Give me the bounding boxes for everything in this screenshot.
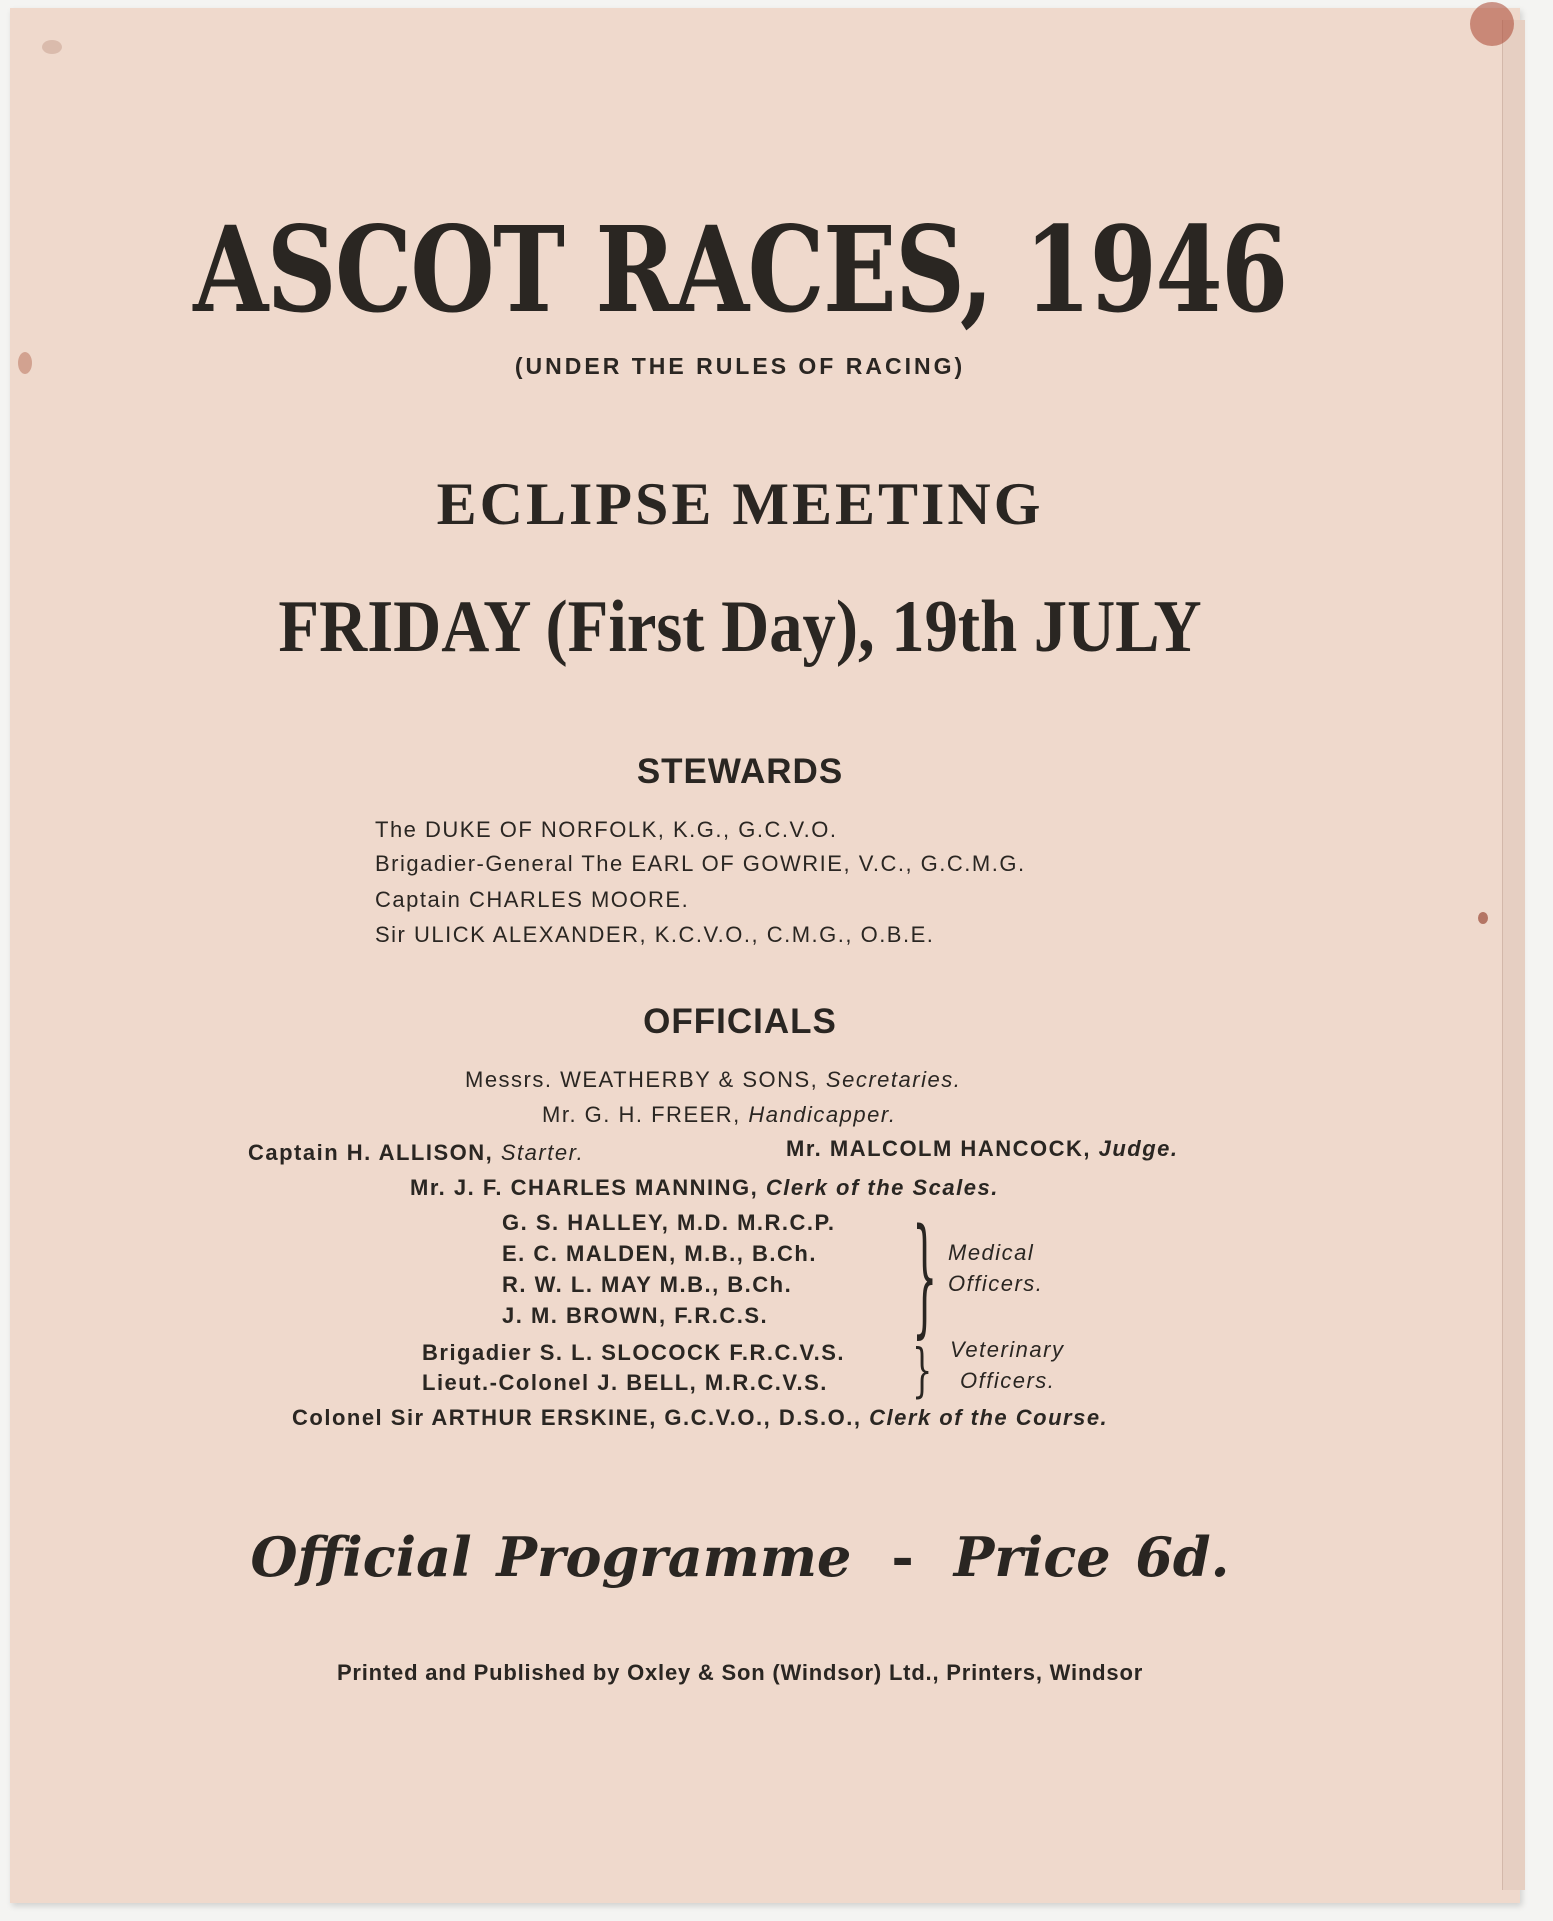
stain: [1470, 2, 1514, 46]
official-role: Handicapper.: [748, 1102, 897, 1127]
price-label: Price 6d.: [953, 1525, 1230, 1589]
steward-line: Brigadier-General The EARL OF GOWRIE, V.C., G.C.M.G.: [375, 851, 1026, 876]
veterinary-brace: }: [912, 1336, 933, 1405]
race-date: FRIDAY (First Day), 19th JULY: [278, 586, 1202, 668]
medical-officer: G. S. HALLEY, M.D. M.R.C.P.: [502, 1210, 836, 1235]
printer-imprint: Printed and Published by Oxley & Son (Windsor) Ltd., Printers, Windsor: [336, 1660, 1144, 1685]
official-name: Mr. G. H. FREER,: [542, 1102, 741, 1127]
medical-officer: J. M. BROWN, F.R.C.S.: [502, 1303, 769, 1328]
official-line: [542, 1102, 896, 1128]
page-edge: [1502, 20, 1525, 1890]
steward-line: The DUKE OF NORFOLK, K.G., G.C.V.O.: [375, 817, 838, 842]
medical-officer: R. W. L. MAY M.B., B.Ch.: [502, 1272, 793, 1297]
officials-heading: OFFICIALS: [643, 1002, 837, 1041]
medical-officer: E. C. MALDEN, M.B., B.Ch.: [502, 1241, 817, 1266]
veterinary-role: Officers.: [960, 1368, 1056, 1393]
steward-line: Captain CHARLES MOORE.: [375, 887, 690, 912]
programme-price-line: [0, 1525, 1480, 1589]
stain: [42, 40, 62, 54]
official-line: [248, 1140, 584, 1166]
official-line: [786, 1136, 1179, 1162]
medical-role: Officers.: [948, 1271, 1044, 1296]
official-role: Clerk of the Scales.: [765, 1175, 999, 1200]
stewards-heading: STEWARDS: [636, 752, 844, 791]
official-line: [292, 1405, 1108, 1431]
veterinary-role: Veterinary: [950, 1337, 1065, 1362]
subtitle: (UNDER THE RULES OF RACING): [514, 353, 966, 379]
official-role: Judge.: [1098, 1136, 1179, 1161]
stain: [1478, 912, 1488, 924]
official-name: Mr. J. F. CHARLES MANNING,: [410, 1175, 759, 1200]
official-role: Secretaries.: [825, 1067, 962, 1092]
official-line: [465, 1067, 961, 1093]
meeting-name: ECLIPSE MEETING: [436, 471, 1044, 537]
medical-brace: }: [912, 1205, 938, 1353]
medical-role: Medical: [948, 1240, 1035, 1265]
veterinary-officer: Lieut.-Colonel J. BELL, M.R.C.V.S.: [422, 1370, 828, 1395]
official-name: Captain H. ALLISON,: [248, 1140, 494, 1165]
page-title: ASCOT RACES, 1946: [193, 200, 1287, 339]
veterinary-officer: Brigadier S. L. SLOCOCK F.R.C.V.S.: [422, 1340, 846, 1365]
official-role: Starter.: [500, 1140, 585, 1165]
official-name: Messrs. WEATHERBY & SONS,: [465, 1067, 819, 1092]
official-line: [410, 1175, 999, 1201]
programme-label: Official Programme: [250, 1525, 852, 1589]
separator-dash: -: [891, 1525, 914, 1589]
official-name: Colonel Sir ARTHUR ERSKINE, G.C.V.O., D.S.O.,: [292, 1405, 862, 1430]
steward-line: Sir ULICK ALEXANDER, K.C.V.O., C.M.G., O.B.E.: [375, 922, 935, 947]
official-role: Clerk of the Course.: [869, 1405, 1109, 1430]
official-name: Mr. MALCOLM HANCOCK,: [786, 1136, 1091, 1161]
